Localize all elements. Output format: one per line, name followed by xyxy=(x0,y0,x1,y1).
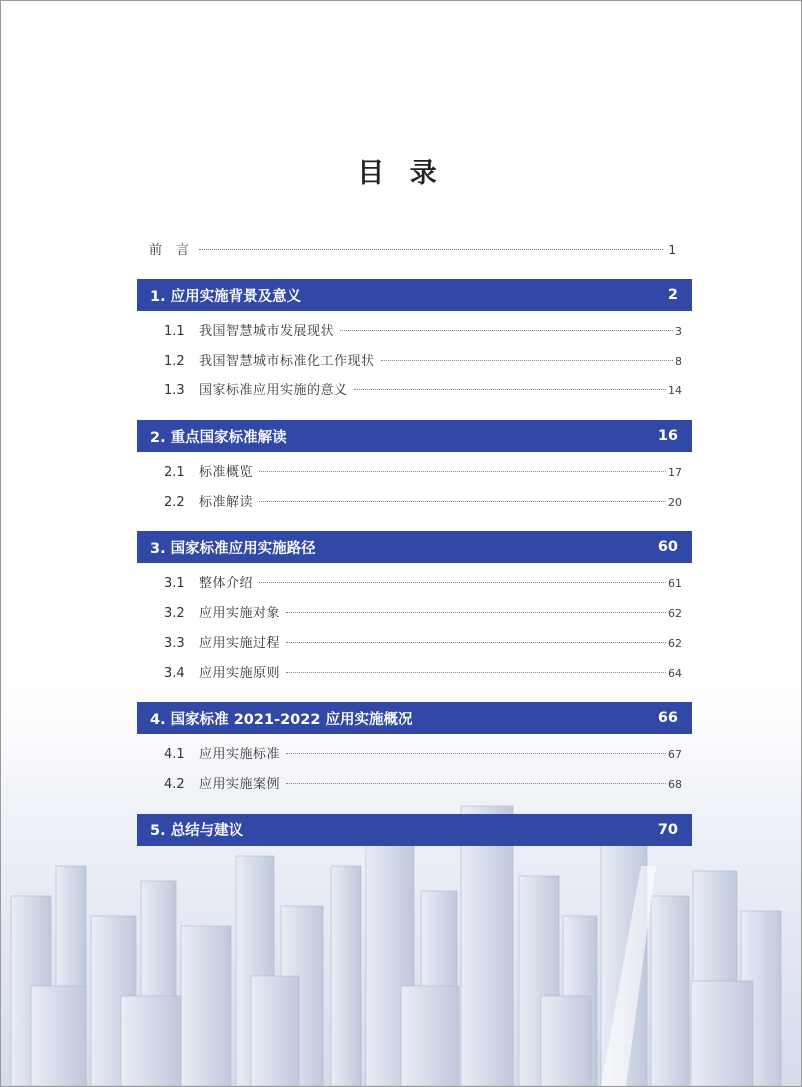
toc-section[interactable] xyxy=(137,347,692,377)
section-title: 应用实施标准 xyxy=(199,747,281,763)
toc-chapter-4[interactable] xyxy=(137,702,692,734)
dot-leader xyxy=(259,470,666,472)
toc-chapter-2[interactable] xyxy=(137,420,692,452)
section-title: 我国智慧城市发展现状 xyxy=(199,324,335,339)
dot-leader xyxy=(259,500,666,502)
toc-section[interactable] xyxy=(137,317,692,347)
section-title: 标准解读 xyxy=(199,494,254,510)
section-number: 2.2 xyxy=(164,494,185,510)
chapter-page: 60 xyxy=(657,539,678,556)
section-page: 20 xyxy=(668,495,682,509)
section-page: 8 xyxy=(675,354,682,368)
chapter-4-sections xyxy=(137,734,692,799)
section-title: 应用实施案例 xyxy=(199,776,281,792)
chapter-label: 5. 总结与建议 xyxy=(150,823,244,840)
dot-leader xyxy=(199,248,663,250)
section-number: 3.1 xyxy=(164,576,185,592)
section-page: 68 xyxy=(668,777,682,791)
toc-section[interactable] xyxy=(137,770,692,800)
section-page: 14 xyxy=(668,384,682,398)
table-of-contents xyxy=(137,235,692,846)
chapter-page: 16 xyxy=(657,428,678,445)
chapter-1-sections xyxy=(137,311,692,406)
toc-preface-row[interactable] xyxy=(137,235,692,265)
section-number: 1.3 xyxy=(164,383,185,399)
chapter-page: 2 xyxy=(667,287,678,303)
dot-leader xyxy=(340,329,673,331)
section-number: 3.3 xyxy=(164,635,185,651)
section-page: 67 xyxy=(668,748,682,762)
chapter-page: 66 xyxy=(657,710,678,727)
section-title: 应用实施原则 xyxy=(199,665,281,681)
chapter-label: 4. 国家标准 2021-2022 应用实施概况 xyxy=(150,711,413,728)
toc-section[interactable] xyxy=(137,659,692,689)
dot-leader xyxy=(381,359,673,361)
dot-leader xyxy=(286,782,666,784)
dot-leader xyxy=(286,611,666,613)
section-page: 62 xyxy=(668,636,682,650)
toc-chapter-1[interactable] xyxy=(137,279,692,311)
section-number: 4.1 xyxy=(164,747,185,763)
dot-leader xyxy=(286,671,666,673)
section-page: 3 xyxy=(675,325,682,338)
chapter-page: 70 xyxy=(657,821,678,838)
section-page: 61 xyxy=(668,577,682,591)
section-number: 1.1 xyxy=(164,324,185,339)
toc-section[interactable] xyxy=(137,488,692,518)
toc-section[interactable] xyxy=(137,629,692,659)
section-number: 3.2 xyxy=(164,606,185,622)
section-page: 62 xyxy=(668,607,682,621)
chapter-label: 2. 重点国家标准解读 xyxy=(150,429,287,446)
toc-chapter-5[interactable] xyxy=(137,814,692,846)
section-title: 应用实施对象 xyxy=(199,606,281,622)
page-title: 目 录 xyxy=(357,158,445,189)
dot-leader xyxy=(354,388,666,390)
chapter-3-sections xyxy=(137,563,692,688)
preface-page: 1 xyxy=(668,243,676,257)
section-title: 标准概览 xyxy=(199,465,254,481)
section-title: 我国智慧城市标准化工作现状 xyxy=(199,353,375,369)
dot-leader xyxy=(286,752,666,754)
dot-leader xyxy=(259,581,666,583)
chapter-label: 3. 国家标准应用实施路径 xyxy=(150,540,316,557)
toc-section[interactable] xyxy=(137,458,692,488)
chapter-2-sections xyxy=(137,452,692,517)
section-page: 17 xyxy=(668,466,682,480)
section-number: 4.2 xyxy=(164,776,185,792)
toc-section[interactable] xyxy=(137,376,692,406)
toc-chapter-3[interactable] xyxy=(137,531,692,563)
dot-leader xyxy=(286,641,666,643)
section-title: 整体介绍 xyxy=(199,576,254,592)
toc-section[interactable] xyxy=(137,569,692,599)
toc-section[interactable] xyxy=(137,599,692,629)
section-page: 64 xyxy=(668,666,682,680)
section-title: 应用实施过程 xyxy=(199,635,281,651)
section-number: 1.2 xyxy=(164,353,185,369)
section-title: 国家标准应用实施的意义 xyxy=(199,383,348,399)
toc-section[interactable] xyxy=(137,740,692,770)
preface-label: 前 言 xyxy=(149,243,195,258)
chapter-label: 1. 应用实施背景及意义 xyxy=(150,288,302,305)
section-number: 2.1 xyxy=(164,465,185,481)
section-number: 3.4 xyxy=(164,665,185,681)
